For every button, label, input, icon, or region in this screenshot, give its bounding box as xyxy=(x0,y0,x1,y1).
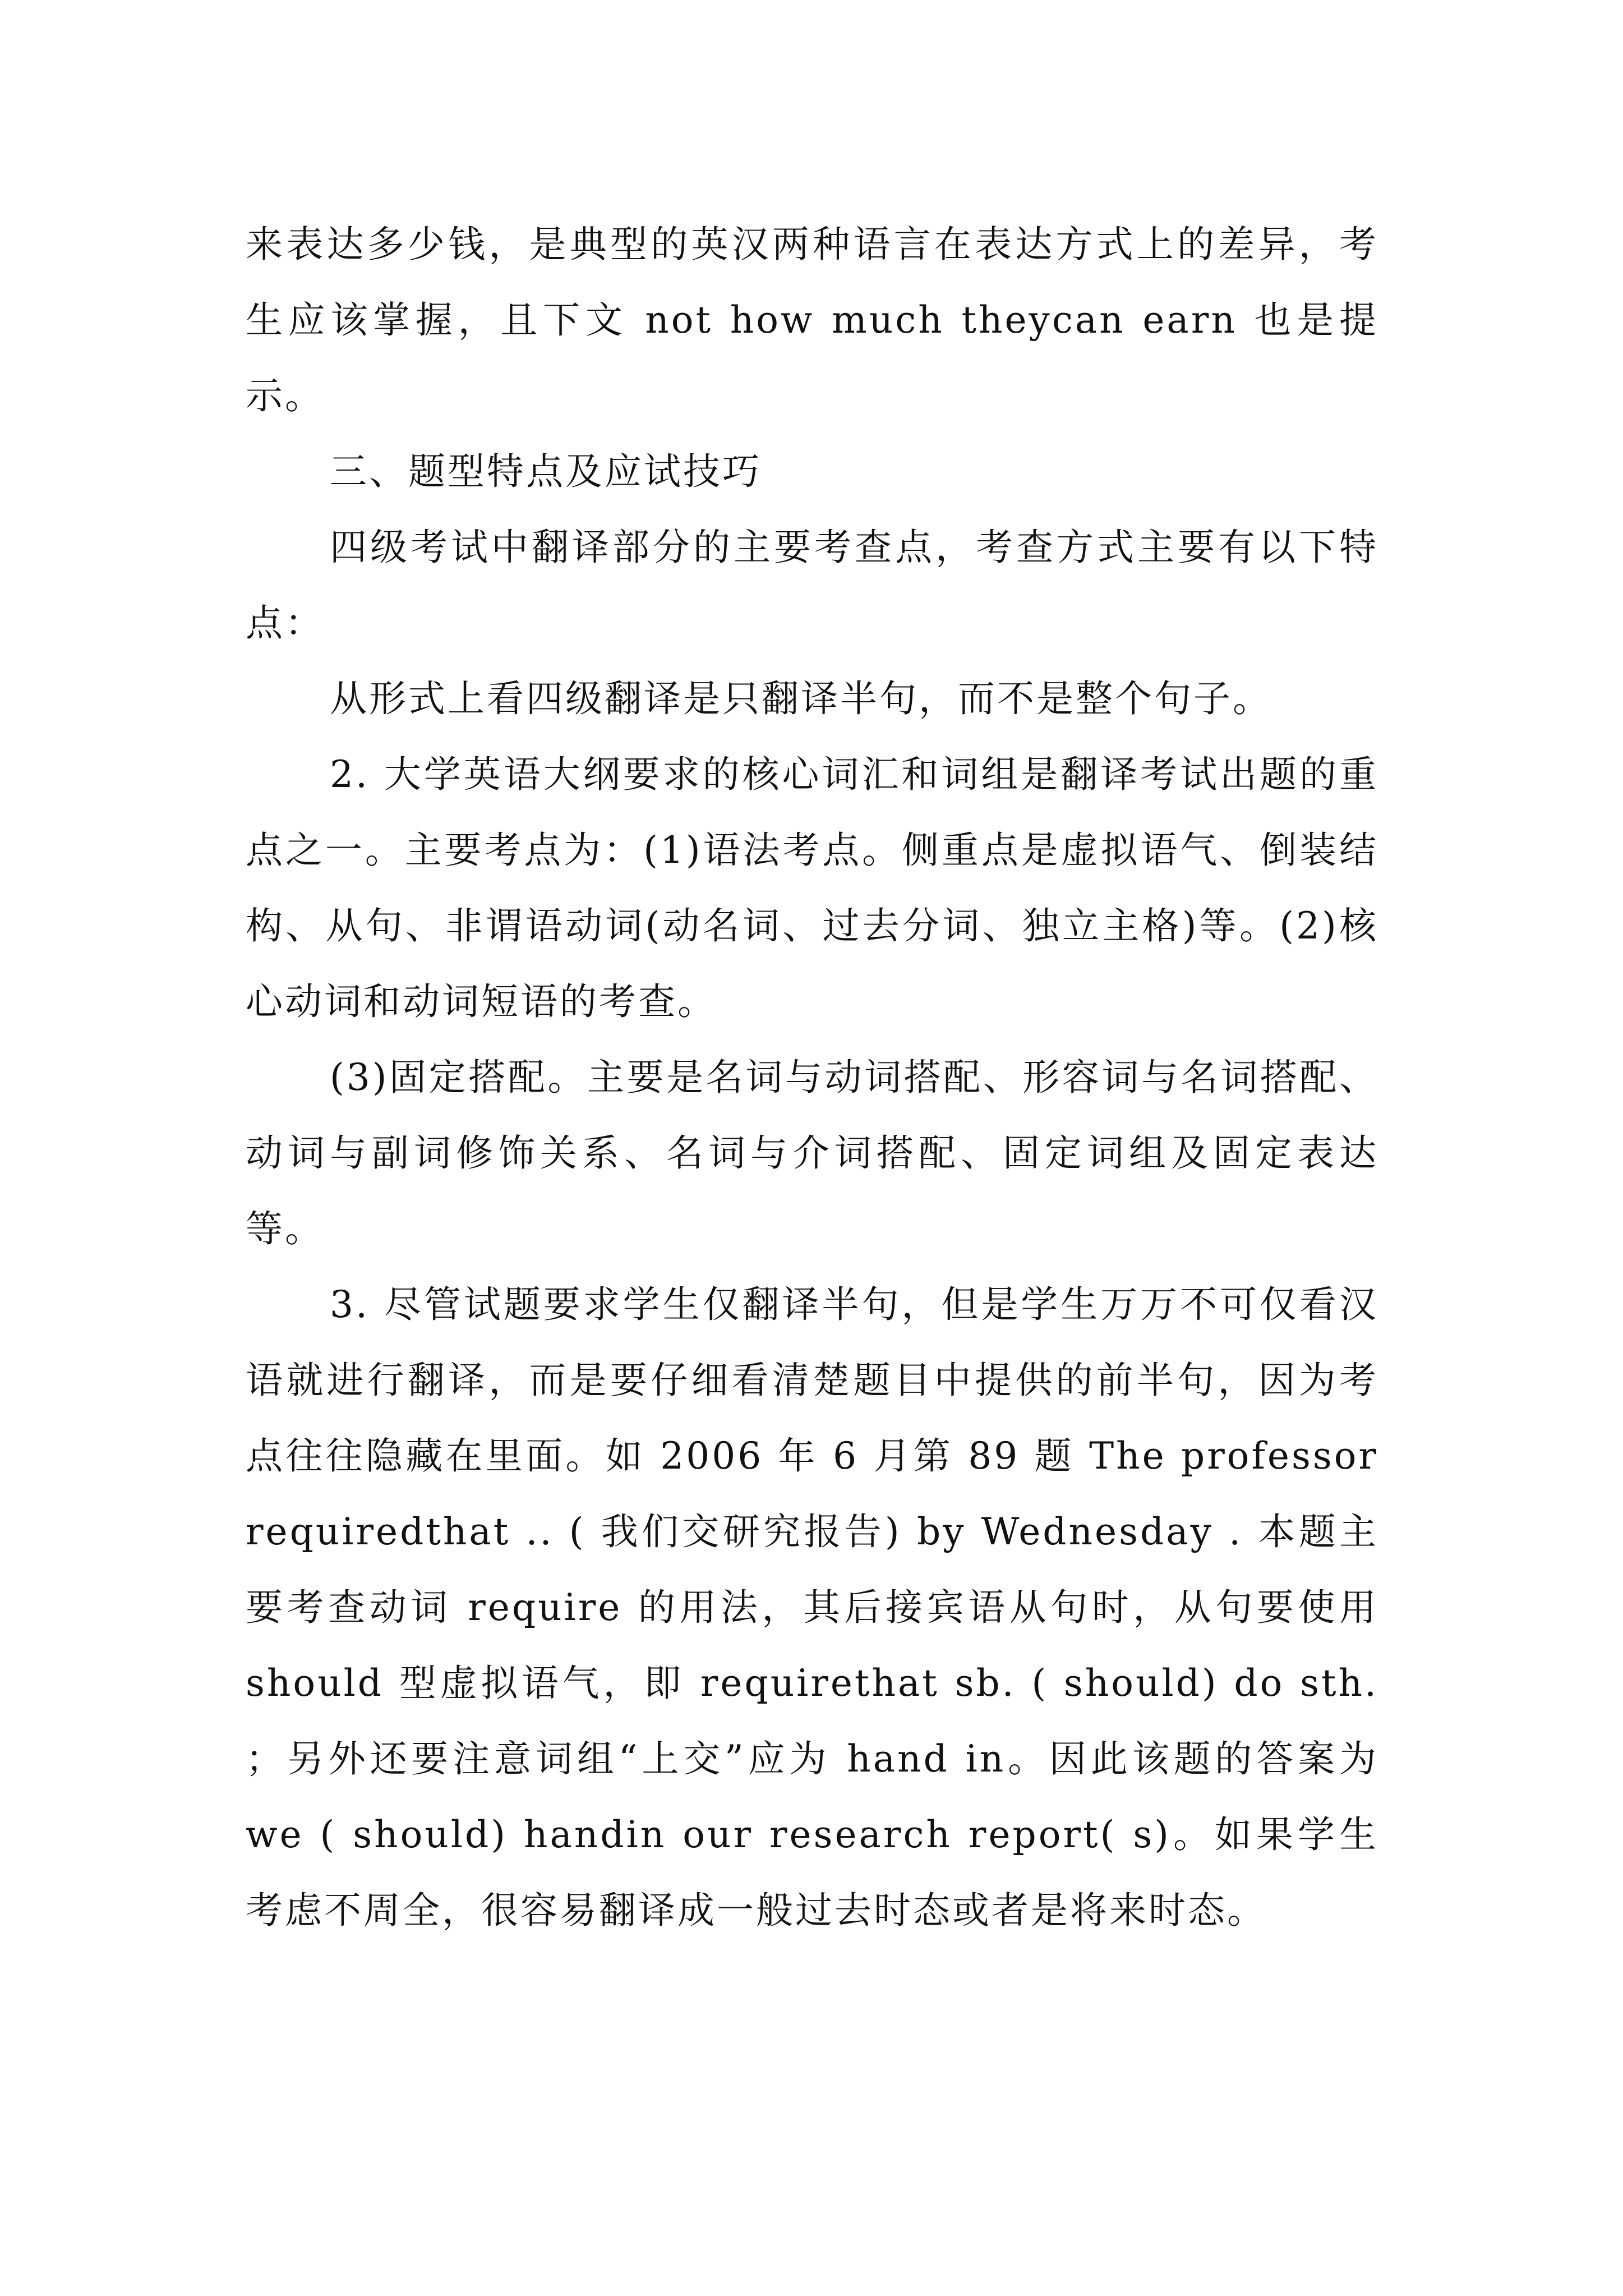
paragraph-point-3: 3. 尽管试题要求学生仅翻译半句，但是学生万万不可仅看汉语就进行翻译，而是要仔细看清楚题目中提供的前半句，因为考点往往隐藏在里面。如 2006 年 6 月第 89 题 The professor requiredthat .. ( 我们交研究报告) by Wednesday . 本题主要考查动词 require 的用法，其后接宾语从句时，从句要使用 should 型虚拟语气，即 requirethat sb. ( should) do sth. ；另外还要注意词组“上交”应为 hand in。因此该题的答案为 we ( should) handin our research report( s)。如果学生考虑不周全，很容易翻译成一般过去时态或者是将来时态。 xyxy=(246,1283,1378,1932)
paragraph-point-1: 从形式上看四级翻译是只翻译半句，而不是整个句子。 xyxy=(330,677,1272,720)
paragraph-intro: 四级考试中翻译部分的主要考查点，考查方式主要有以下特点： xyxy=(246,526,1378,645)
paragraph-point-2: 2. 大学英语大纲要求的核心词汇和词组是翻译考试出题的重点之一。主要考点为：(1)语法考点。侧重点是虚拟语气、倒装结构、从句、非谓语动词(动名词、过去分词、独立主格)等。(2)核心动词和动词短语的考查。 xyxy=(246,753,1378,1023)
paragraph-point-2-sub3: (3)固定搭配。主要是名词与动词搭配、形容词与名词搭配、动词与副词修饰关系、名词与介词搭配、固定词组及固定表达等。 xyxy=(246,1056,1378,1250)
paragraph-continuation: 来表达多少钱，是典型的英汉两种语言在表达方式上的差异，考生应该掌握，且下文 not how much theycan earn 也是提示。 xyxy=(246,223,1378,417)
document-body xyxy=(246,206,1378,1948)
section-heading: 三、题型特点及应试技巧 xyxy=(330,450,762,493)
